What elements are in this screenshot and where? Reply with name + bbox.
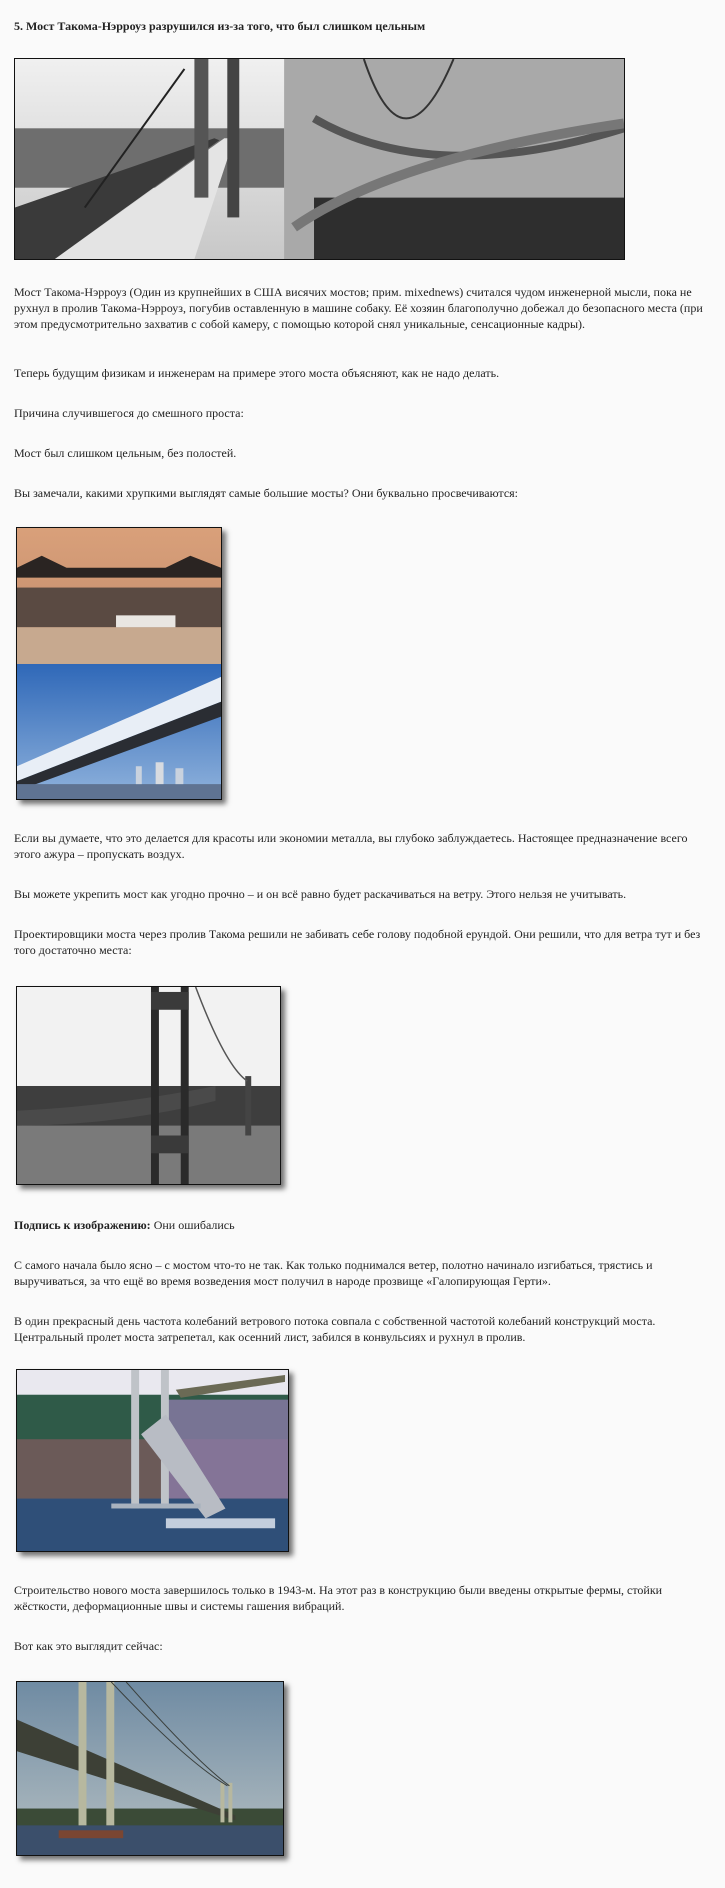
- tacoma-bridge-collapse-photo: [16, 1369, 289, 1552]
- paragraph: Причина случившегося до смешного проста:: [14, 406, 244, 420]
- caption-text: Они ошибались: [150, 1218, 235, 1232]
- truss-bridges-collage: [16, 527, 222, 800]
- paragraph: В один прекрасный день частота колебаний ветрового потока совпала с собственной частотой колебаний конструкций моста. Центральный пролет моста затрепетал, как осенний лист, забился в конвульсиях и рухнул в пролив.: [14, 1314, 656, 1344]
- new-tacoma-bridge-photo: [16, 1681, 284, 1856]
- paragraph: Строительство нового моста завершилось только в 1943-м. На этот раз в конструкцию были введены открытые фермы, стойки жёсткости, деформационные швы и системы гашения вибраций.: [14, 1583, 663, 1613]
- paragraph: Вот как это выглядит сейчас:: [14, 1639, 163, 1653]
- article-title: 5. Мост Такома-Нэрроуз разрушился из-за того, что был слишком цельным: [14, 19, 426, 33]
- paragraph: С самого начала было ясно – с мостом что-то не так. Как только поднимался ветер, полотно начинало изгибаться, трястись и выручиваться, за что ещё во время возведения мост получил в народе прозвище «Галопирующая Герти».: [14, 1258, 653, 1288]
- paragraph: Вы можете укрепить мост как угодно прочно – и он всё равно будет раскачиваться на ветру. Этого нельзя не учитывать.: [14, 887, 627, 901]
- paragraph: Мост Такома-Нэрроуз (Один из крупнейших в США висячих мостов; прим. mixednews) считался чудом инженерной мысли, пока не рухнул в пролив Такома-Нэрроуз, погубив оставленную в машине собаку. Её хозяин благополучно добежал до безопасного места (при этом предусмотрительно захватив с собой камеру, с помощью которой снял уникальные, сенсационные кадры).: [14, 285, 703, 331]
- paragraph: Теперь будущим физикам и инженерам на примере этого моста объясняют, как не надо делать.: [14, 366, 500, 380]
- caption-label: Подпись к изображению:: [14, 1218, 151, 1232]
- paragraph: Мост был слишком цельным, без полостей.: [14, 446, 237, 460]
- tacoma-bridge-opening-and-twisting-photo: [14, 58, 625, 260]
- image-caption: [14, 1217, 704, 1233]
- tacoma-bridge-twisting-photo: [16, 986, 281, 1185]
- paragraph: Вы замечали, какими хрупкими выглядят самые большие мосты? Они буквально просвечиваются:: [14, 486, 518, 500]
- paragraph: Если вы думаете, что это делается для красоты или экономии металла, вы глубоко заблуждаетесь. Настоящее предназначение всего этого ажура – пропускать воздух.: [14, 831, 688, 861]
- paragraph: Проектировщики моста через пролив Такома решили не забивать себе голову подобной ерундой. Они решили, что для ветра тут и без того достаточно места:: [14, 927, 701, 957]
